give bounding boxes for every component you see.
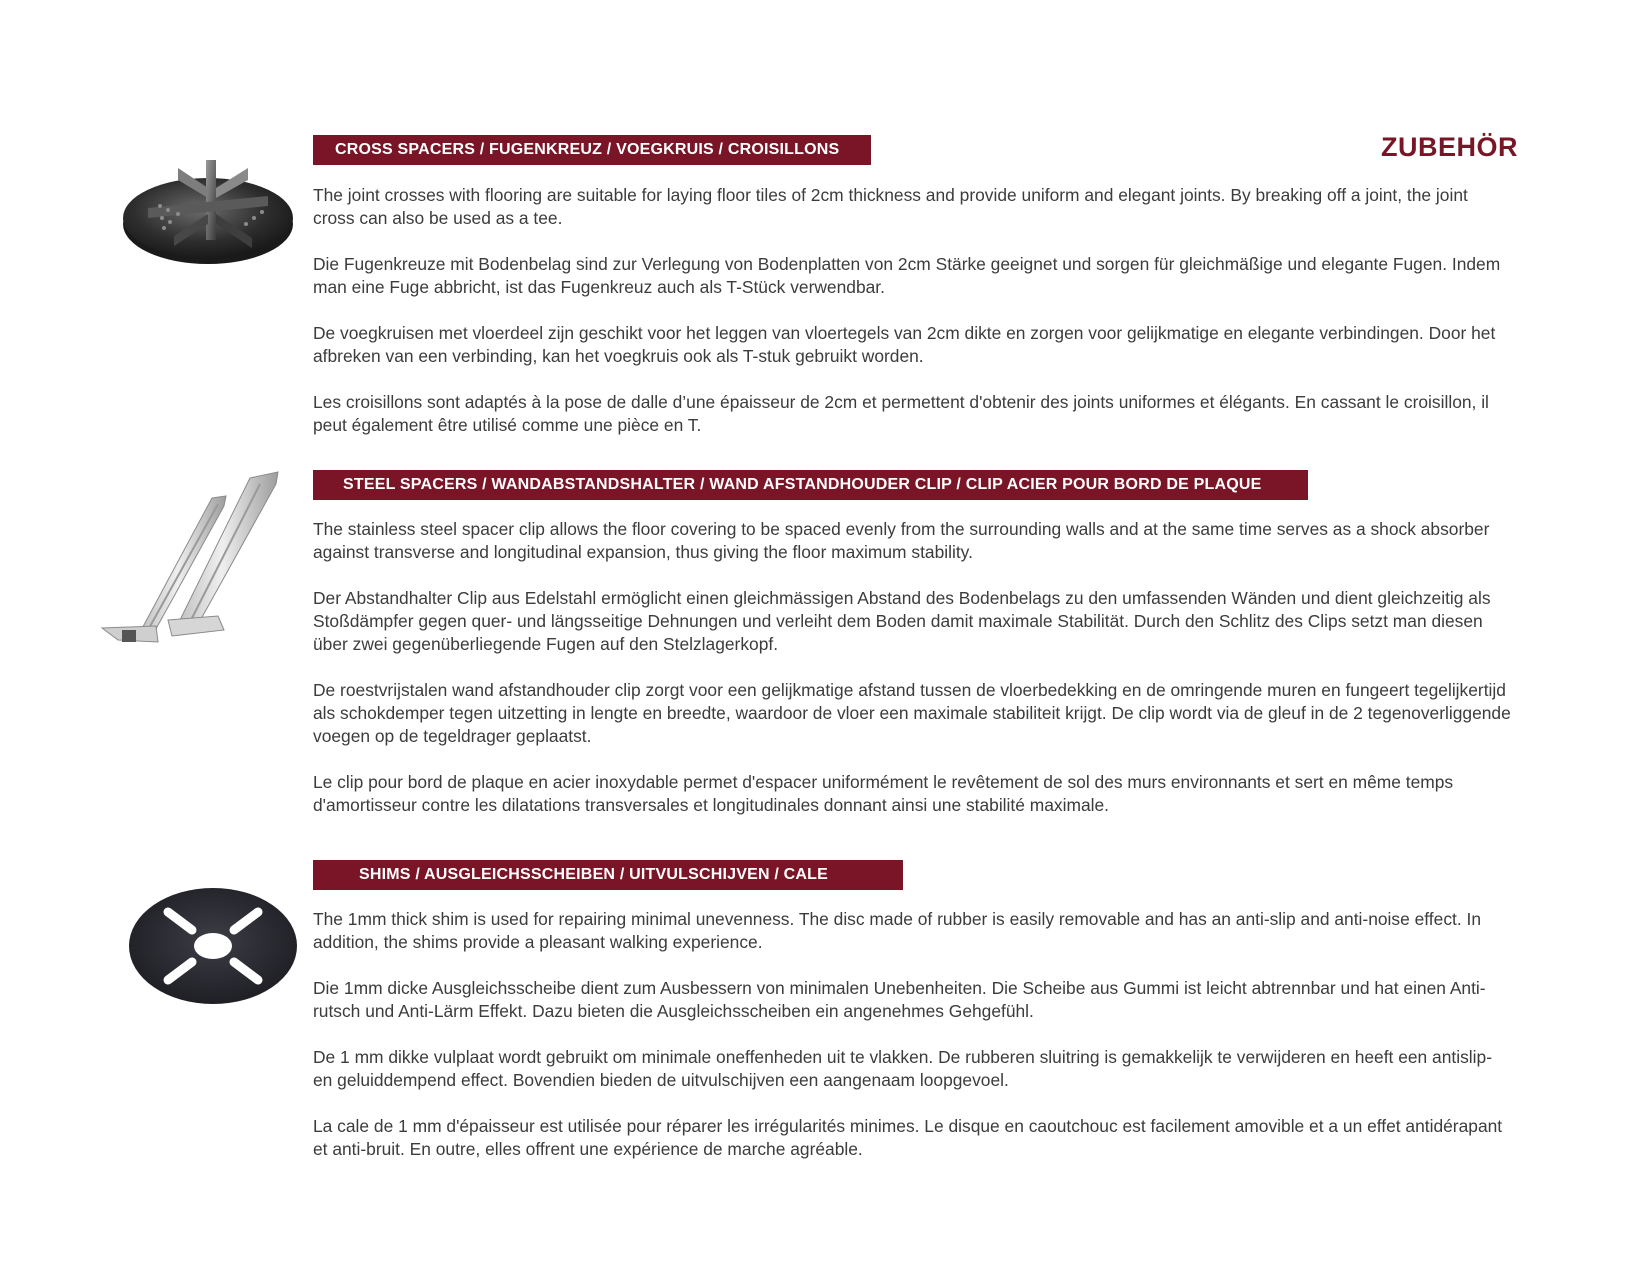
section-header-shims: SHIMS / AUSGLEICHSSCHEIBEN / UITVULSCHIJVEN / CALE: [313, 860, 903, 890]
paragraph-fr: Le clip pour bord de plaque en acier inoxydable permet d'espacer uniformément le revêtement de sol des murs environnants et sert en même temps d'amortisseur contre les dilatations transversales et longitudinales donnant ainsi une stabilité maximale.: [313, 772, 1454, 815]
section-body-shims: [313, 908, 1513, 1184]
section-body-steel-spacers: [313, 518, 1513, 840]
paragraph-nl: De voegkruisen met vloerdeel zijn geschikt voor het leggen van vloertegels van 2cm dikte en zorgen voor gelijkmatige en elegante verbindingen. Door het afbreken van een verbinding, kan het voegkruis ook als T-stuk gebruikt worden.: [313, 323, 1496, 366]
steel-spacer-icon: [100, 470, 290, 645]
paragraph-nl: De roestvrijstalen wand afstandhouder clip zorgt voor een gelijkmatige afstand tussen de vloerbedekking en de omringende muren en fungeert tegelijkertijd als schokdemper tegen uitzetting in lengte en breedte, waardoor de vloer een maximale stabiliteit krijgt. De clip wordt via de gleuf in de 2 tegenoverliggende voegen op de tegeldrager geplaatst.: [313, 680, 1511, 746]
section-body-cross-spacers: [313, 184, 1513, 460]
paragraph-de: Die Fugenkreuze mit Bodenbelag sind zur Verlegung von Bodenplatten von 2cm Stärke geeignet und sorgen für gleichmäßige und elegante Fugen. Indem man eine Fuge abbricht, ist das Fugenkreuz auch als T-Stück verwendbar.: [313, 254, 1501, 297]
cross-spacer-icon: [118, 148, 298, 270]
paragraph-de: Der Abstandhalter Clip aus Edelstahl ermöglicht einen gleichmässigen Abstand des Bodenbelags zu den umfassenden Wänden und dient gleichzeitig als Stoßdämpfer gegen quer- und längsseitige Dehnungen und verleiht dem Boden damit maximale Stabilität. Durch den Schlitz des Clips setzt man diesen über zwei gegenüberliegende Fugen auf den Stelzlagerkopf.: [313, 588, 1491, 654]
paragraph-nl: De 1 mm dikke vulplaat wordt gebruikt om minimale oneffenheden uit te vlakken. De rubberen sluitring is gemakkelijk te verwijderen en heeft een antislip- en geluiddempend effect. Bovendien bieden de uitvulschijven een aangenaam loopgevoel.: [313, 1047, 1492, 1090]
section-header-cross-spacers: CROSS SPACERS / FUGENKREUZ / VOEGKRUIS / CROISILLONS: [313, 135, 871, 165]
paragraph-en: The joint crosses with flooring are suitable for laying floor tiles of 2cm thickness and provide uniform and elegant joints. By breaking off a joint, the joint cross can also be used as a tee.: [313, 185, 1468, 228]
section-header-steel-spacers: STEEL SPACERS / WANDABSTANDSHALTER / WAND AFSTANDHOUDER CLIP / CLIP ACIER POUR BORD DE PLAQUE: [313, 470, 1308, 500]
paragraph-fr: La cale de 1 mm d'épaisseur est utilisée pour réparer les irrégularités minimes. Le disque en caoutchouc est facilement amovible et a un effet antidérapant et anti-bruit. En outre, elles offrent une expérience de marche agréable.: [313, 1116, 1503, 1159]
shim-disc-icon: [128, 884, 298, 1008]
paragraph-fr: Les croisillons sont adaptés à la pose de dalle d’une épaisseur de 2cm et permettent d'obtenir des joints uniformes et élégants. En cassant le croisillon, il peut également être utilisé comme une pièce en T.: [313, 392, 1489, 435]
paragraph-de: Die 1mm dicke Ausgleichsscheibe dient zum Ausbessern von minimalen Unebenheiten. Die Scheibe aus Gummi ist leicht abtrennbar und hat einen Anti-rutsch und Anti-Lärm Effekt. Dazu bieten die Ausgleichsscheiben ein angenehmes Gehgefühl.: [313, 978, 1486, 1021]
paragraph-en: The 1mm thick shim is used for repairing minimal unevenness. The disc made of rubber is easily removable and has an anti-slip and anti-noise effect. In addition, the shims provide a pleasant walking experience.: [313, 909, 1482, 952]
paragraph-en: The stainless steel spacer clip allows the floor covering to be spaced evenly from the surrounding walls and at the same time serves as a shock absorber against transverse and longitudinal expansion, thus giving the floor maximum stability.: [313, 519, 1490, 562]
page-title: ZUBEHÖR: [1381, 132, 1518, 162]
